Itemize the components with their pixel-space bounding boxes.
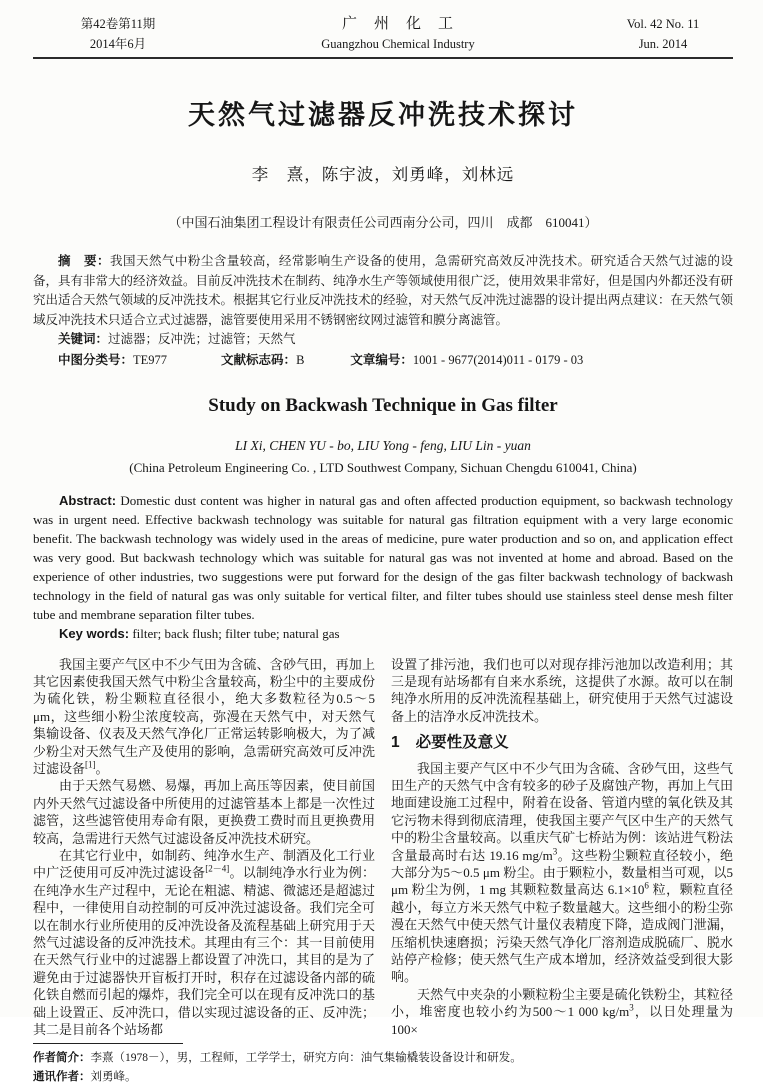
doc-code-label: 文献标志码： (221, 352, 297, 367)
article-no-label: 文章编号： (350, 352, 413, 367)
classification-row (33, 350, 733, 370)
volume-info (593, 14, 733, 54)
author-bio-text: 李熹（1978－），男，工程师，工学学士，研究方向：油气集输橇装设备设计和研发。 (90, 1052, 522, 1065)
page-header (33, 14, 733, 54)
author-bio-label: 作者简介： (33, 1052, 91, 1065)
section-number: 1 (391, 734, 400, 752)
corresponding-author (33, 1068, 733, 1087)
issue-date: 2014年6月 (89, 37, 147, 51)
paragraph: 设置了排污池，我们也可以对现存排污池加以改造利用；其三是现有站场都有自来水系统，这提供了水源。故可以在制纯净水所用的反冲洗流程基础上，研究使用于天然气过滤设备上的洁净水反冲洗技术。 (391, 656, 733, 724)
doc-code-value: B (296, 352, 305, 367)
paragraph: 我国主要产气区中不少气田为含硫、含砂气田，再加上其它因素使我国天然气中粉尘含量较高，粉尘中的主要成份为硫化铁，粉尘颗粒直径很小，绝大多数粒径为0.5～5 μm，这些细小粉尘浓度较高，弥漫在天然气中，对天然气集输设备、仪表及天然气净化厂正常运转影响极大，为了减少粉尘对天然气生产及使用的影响，急需研究高效可反冲洗过滤设备[1]。 (33, 656, 375, 776)
affiliation-zh: （中国石油集团工程设计有限责任公司西南分公司，四川 成都 610041） (168, 215, 598, 230)
journal-name-en: Guangzhou Chemical Industry (321, 37, 475, 51)
page-footer (33, 1043, 733, 1087)
journal-name-zh: 广 州 化 工 (341, 16, 454, 32)
column-left (33, 656, 375, 1039)
issue-info (33, 14, 203, 54)
volume-date: Jun. 2014 (638, 37, 688, 51)
abstract-label-zh: 摘 要： (58, 254, 110, 268)
body-columns (33, 656, 733, 1039)
paragraph: 天然气中夹杂的小颗粒粉尘主要是硫化铁粉尘，其粒径小，堆密度也较小约为500～1 000 $kg/m^3$，以日处理量为100× (391, 986, 733, 1037)
abstract-label-en: Abstract: (59, 492, 117, 508)
keywords-text-zh: 过滤器；反冲洗；过滤管；天然气 (108, 332, 296, 346)
clc-value: TE977 (133, 352, 168, 367)
authors-zh: 李 熹，陈宇波，刘勇峰，刘林远 (251, 165, 515, 184)
author-bio (33, 1049, 733, 1068)
authors-en: LI Xi, CHEN YU - bo, LIU Yong - feng, LIU Lin - yuan (235, 437, 531, 453)
issue-volume: 第42卷第11期 (80, 17, 156, 31)
clc-item (58, 353, 167, 367)
keywords-label-zh: 关键词： (58, 332, 109, 346)
clc-label: 中图分类号： (58, 352, 134, 367)
article-title-en: Study on Backwash Technique in Gas filter (208, 394, 558, 416)
keywords-label-en: Key words: (59, 625, 130, 641)
abstract-zh (33, 252, 733, 330)
volume-number: Vol. 42 No. 11 (626, 17, 700, 31)
article-title-zh: 天然气过滤器反冲洗技术探讨 (188, 100, 578, 130)
article-no-value: 1001 - 9677(2014)011 - 0179 - 03 (412, 352, 584, 367)
column-right (391, 656, 733, 1039)
corresponding-author-text: 刘勇峰。 (90, 1071, 137, 1084)
abstract-en (33, 491, 733, 624)
footnote-rule (33, 1043, 183, 1044)
header-rule (33, 57, 733, 59)
keywords-text-en: filter; back flush; filter tube; natural gas (132, 625, 340, 641)
corresponding-author-label: 通讯作者： (33, 1071, 91, 1084)
affiliation-en: (China Petroleum Engineering Co. , LTD Southwest Company, Sichuan Chengdu 610041, China) (129, 459, 637, 475)
abstract-text-zh: 我国天然气中粉尘含量较高，经常影响生产设备的使用，急需研究高效反冲洗技术。研究适合天然气过滤的设备，具有非常大的经济效益。目前反冲洗技术在制药、纯净水生产等领域使用很广泛，使用效果非常好，但是国内外都还没有研究出适合天然气领域的反冲洗技术。根据其它行业反冲洗技术的经验，对天然气反冲洗过滤器的设计提出两点建议：在天然气领域反冲洗技术只适合立式过滤器，滤管要使用采用不锈钢密纹网过滤管和膜分离滤管。 (33, 254, 734, 327)
keywords-en (33, 624, 733, 643)
keywords-zh (33, 330, 733, 350)
section-heading (391, 734, 733, 751)
section-title: 必要性及意义 (415, 734, 509, 752)
paragraph: 我国主要产气区中不少气田为含硫、含砂气田，这些气田生产的天然气中含有较多的砂子及腐蚀产物，再加上气田地面建设施工过程中，附着在设备、管道内壁的氧化铁及其它污物未得到彻底清理，使我国主要产气区中生产的天然气中的粉尘含量较高。以重庆气矿七桥站为例：该站进气粉法含量最高时右达 19.16 $mg/m^3$。这些粉尘颗粒直径较小，绝大部分为5～0.5 μm 粉尘。由于颗粒小，数量相当可观，以5 μm 粉尘为例，1 mg 其颗粒数量高达 $6.1\times 10^6$ 粒，颗粒直径越小，每立方米天然气中粒子数量越大。这些细小的粉尘弥漫在天然气中使天然气计量仪表精度下降，造成阀门泄漏，压缩机快速磨损；污染天然气净化厂溶剂造成脱硫厂、脱水站停产检修；使天然气生产成本增加，经济效益受到很大影响。 (391, 760, 733, 985)
journal-name (203, 14, 593, 54)
article-no-item (350, 353, 583, 367)
paragraph: 在其它行业中，如制药、纯净水生产、制酒及化工行业中广泛使用可反冲洗过滤设备[2－4]。以制纯净水行业为例：在纯净水生产过程中，无论在粗滤、精滤、微滤还是超滤过程中，一律使用自动控制的可反冲洗过滤设备。我们完全可以在制水行业所使用的反冲洗设备及流程基础上研究用于天然气过滤设备的反冲洗技术。其理由有三个：其一目前使用在天然气行业中的过滤器上都设置了冲洗口，其目的是为了避免由于过滤器快开盲板打开时，积存在过滤设备内部的硫化铁自燃而引起的爆炸，我们完全可以在现有反冲洗口的基础上设置正、反冲洗口，借以实现过滤设备的正、反冲洗；其二是目前各个站场都 (33, 847, 375, 1038)
abstract-text-en: Domestic dust content was higher in natural gas and often affected production equipment, so backwash technology was in urgent need. Effective backwash technology was suitable for natural gas filtration equipment with a very large economic benefit. The backwash technology was widely used in the areas of medicine, pure water production and so on, and application effect was very good. But backwash technology which was suitable for natural gas was not invented at home and abroad. Based on the experience of other industries, two suggestions were put forward for the design of the gas filter backwash technology of backwash technology in the field of natural gas was only suitable for vertical filter, and filter tubes should use stainless steel dense mesh filter tube and membrane separation filter tubes. (33, 492, 734, 622)
doc-code-item (221, 353, 304, 367)
paragraph: 由于天然气易燃、易爆，再加上高压等因素，使目前国内外天然气过滤设备中所使用的过滤管基本上都是一次性过滤管，这些滤管使用寿命有限，更换费工费时而且更换费用较高，急需进行天然气过滤设备反冲洗技术研究。 (33, 778, 375, 846)
